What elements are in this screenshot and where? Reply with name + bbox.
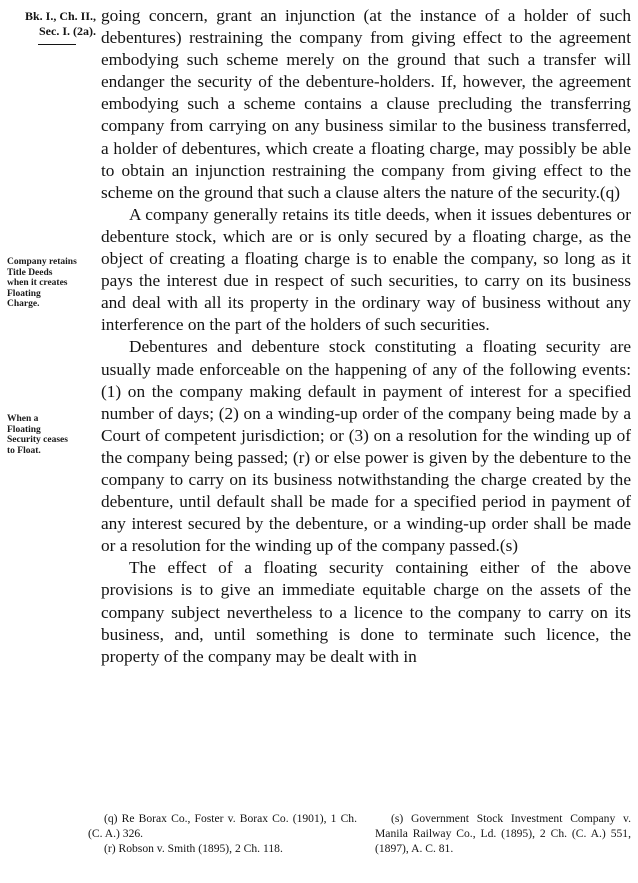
sidenote-line: Title Deeds (7, 267, 53, 278)
footnote-r: (r) Robson v. Smith (1895), 2 Ch. 118. (104, 841, 283, 855)
footnotes-left-column (88, 812, 357, 856)
paragraph-continued: going concern, grant an injunction (at the instance of a holder of such debentures) restraining the company from giving effect to the agreement embodying such scheme merely on the ground that such a transfer will endanger the security of the debenture-holders. If, however, the agreement embodying such a scheme contains a clause precluding the transferring company from carrying on any business similar to the business transferred, a holder of debentures, which create a floating charge, may possibly be able to obtain an injunction restraining the company from giving effect to the scheme on the ground that such a clause alters the nature of the security.(q) (101, 6, 631, 202)
footnotes (88, 812, 631, 856)
paragraph-title-deeds: A company generally retains its title deeds, when it issues debentures or debenture stock, which are or is only secured by a floating charge, as the object of creating a floating charge is to enable the company, so long as it pays the interest due in respect of such securities, to carry on its business and deal with all its property in the ordinary way of business without any interference on the part of the holders of such securities. (101, 204, 631, 335)
footnote-q: (q) Re Borax Co., Foster v. Borax Co. (1901), 1 Ch. (C. A.) 326. (88, 812, 357, 840)
sidenote-title-deeds (7, 257, 97, 310)
paragraph-floating-security: Debentures and debenture stock constituting a floating security are usually made enforceable on the happening of any of the following events: (1) on the company making default in payment of interest for a specified number of days; (2) on a winding-up order of the company being made by a Court of competent jurisdiction; or (3) on a resolution for the winding up of the company being passed; (r) or else power is given by the debenture to the company to carry on its business notwithstanding the charge created by the debenture, until default shall be made for a specified period in payment of any interest secured by the debenture, or a winding-up order shall be made or a resolution for the winding up of the company passed.(s) (101, 337, 631, 556)
running-head (6, 9, 96, 45)
sidenote-line: Floating (7, 288, 41, 299)
sidenote-line: Floating (7, 424, 41, 435)
footnotes-right-column (375, 812, 631, 856)
sidenote-line: to Float. (7, 445, 41, 456)
sidenote-line: Security ceases (7, 435, 68, 445)
sidenote-line: when it creates (7, 278, 68, 288)
body-text (101, 5, 631, 668)
footnote-s: (s) Government Stock Investment Company v. Manila Railway Co., Ld. (1895), 2 Ch. (C. A.) 551, (1897), A. C. 81. (375, 812, 631, 855)
sidenote-floating-security (7, 414, 97, 456)
sidenote-line: Charge. (7, 299, 40, 309)
sidenote-line: Company retains (7, 257, 77, 267)
running-head-rule (38, 44, 76, 45)
running-head-section: Sec. I. (2a). (39, 24, 96, 38)
paragraph-effect: The effect of a floating security containing either of the above provisions is to give an immediate equitable charge on the assets of the company subject nevertheless to a licence to the company to carry on its business, and, until something is done to terminate such licence, the property of the company may be dealt with in (101, 558, 631, 666)
sidenote-line: When a (7, 414, 39, 424)
running-head-book-chapter: Bk. I., Ch. II., (24, 9, 96, 23)
